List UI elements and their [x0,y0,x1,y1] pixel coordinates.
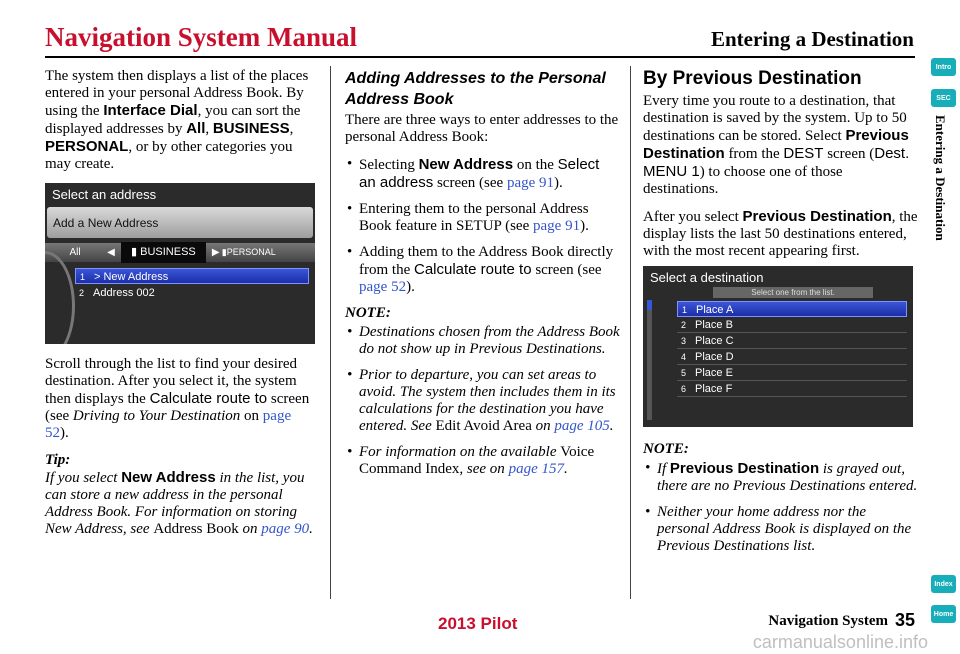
column-2 [345,68,620,487]
section-title: Entering a Destination [710,27,914,51]
side-section-label: Entering a Destination [933,115,948,241]
footer-label: Navigation System [768,613,888,629]
add-new-address-button: Add a New Address [47,207,313,238]
screen-title: Select a destination [650,270,764,285]
page-link[interactable]: page 52 [45,408,292,441]
page-link[interactable]: page 105 [554,418,610,434]
paragraph: Every time you route to a destination, that destination is saved by the system. Up to 50 destinations can be stored. Select Previous Destination from the DEST screen (Dest. MENU 1) to choose one of those destinations. [643,93,910,197]
page-link[interactable]: page 90 [261,521,310,537]
list-item: 4 Place D [677,349,907,365]
note-label: NOTE: [643,441,689,457]
tab-intro[interactable]: Intro [931,58,956,76]
section-heading: By Previous Destination [643,68,862,89]
list-item: • Entering them to the personal Address Book feature in SETUP (see page 91). [345,201,620,235]
address-list [75,268,309,338]
section-heading: Adding Addresses to the Personal Address Book [345,70,606,108]
paragraph: The system then displays a list of the places entered in your personal Address Book. By using the Interface Dial, you can sort the displayed addresses by All, BUSINESS, PERSONAL, or by other categories you may create. [45,68,309,172]
sort-bar [45,243,315,262]
notes-list [345,324,620,478]
sort-business: ▮ BUSINESS [121,242,206,263]
tip-text: If you select New Address in the list, you can store a new address in the personal Address Book. For information on storing New Address, see Address Book on page 90. [45,469,313,537]
paragraph: After you select Previous Destination, the display lists the last 50 destinations entered, with the most recent appearing first. [643,208,918,259]
note-label: NOTE: [345,305,391,321]
list-item: 2 Place B [677,317,907,333]
list-item: • Selecting New Address on the Select an address screen (see page 91). [345,156,620,192]
manual-title: Navigation System Manual [45,22,358,52]
watermark: carmanualsonline.info [752,632,928,652]
list-item: • Destinations chosen from the Address Book do not show up in Previous Destinations. [345,324,620,358]
tip-label: Tip: [45,452,71,468]
list-item: • If Previous Destination is grayed out, there are no Previous Destinations entered. [643,460,918,495]
header-divider [45,56,915,58]
list-item: 1 Place A [677,301,907,317]
list-item: 3 Place C [677,333,907,349]
list-item: • For information on the available Voice Command Index, see on page 157. [345,444,620,478]
tab-home[interactable]: Home [931,605,956,623]
column-3 [643,68,918,564]
sort-personal: ▮PERSONAL [221,247,276,257]
dial-arc [45,251,75,344]
page-number: 35 [894,610,915,630]
ways-list [345,156,620,296]
notes-list [643,460,918,555]
screen-caption: Select one from the list. [713,287,873,298]
page-link[interactable]: page 157 [508,461,564,477]
paragraph: There are three ways to enter addresses to the personal Address Book: [345,112,619,145]
page-link[interactable]: page 52 [359,279,407,295]
list-item: • Adding them to the Address Book directly from the Calculate route to screen (see page 52). [345,244,620,296]
list-item: 2 Address 002 [79,287,155,299]
list-item: • Prior to departure, you can set areas to avoid. The system then includes them in its calculations for the destination you have entered. See Edit Avoid Area on page 105. [345,367,620,435]
tab-index[interactable]: Index [931,575,956,593]
vehicle-model: 2013 Pilot [438,614,518,633]
list-item: 5 Place E [677,365,907,381]
paragraph: Scroll through the list to find your desired destination. After you select it, the system then displays the Calculate route to screen (see Driving to Your Destination on page 52). [45,356,310,441]
page-link[interactable]: page 91 [533,218,581,234]
scroll-thumb [647,300,652,310]
destination-list [677,301,907,397]
column-1 [45,68,317,548]
list-item: 1 > New Address [75,268,309,284]
list-item: 6 Place F [677,381,907,397]
scrollbar [647,300,652,420]
screen-title: Select an address [52,187,157,202]
arrow-left-icon: ◀ [107,247,115,258]
page-link[interactable]: page 91 [506,175,555,191]
sort-all: All [69,247,81,258]
column-divider [330,66,331,599]
list-item: • Neither your home address nor the personal Address Book is displayed on the Previous Destinations list. [643,504,918,555]
select-address-screenshot [45,183,315,344]
tab-sec[interactable]: SEC [931,89,956,107]
column-divider [630,66,631,599]
arrow-right-icon: ▶ [211,247,220,258]
select-destination-screenshot [643,266,913,427]
